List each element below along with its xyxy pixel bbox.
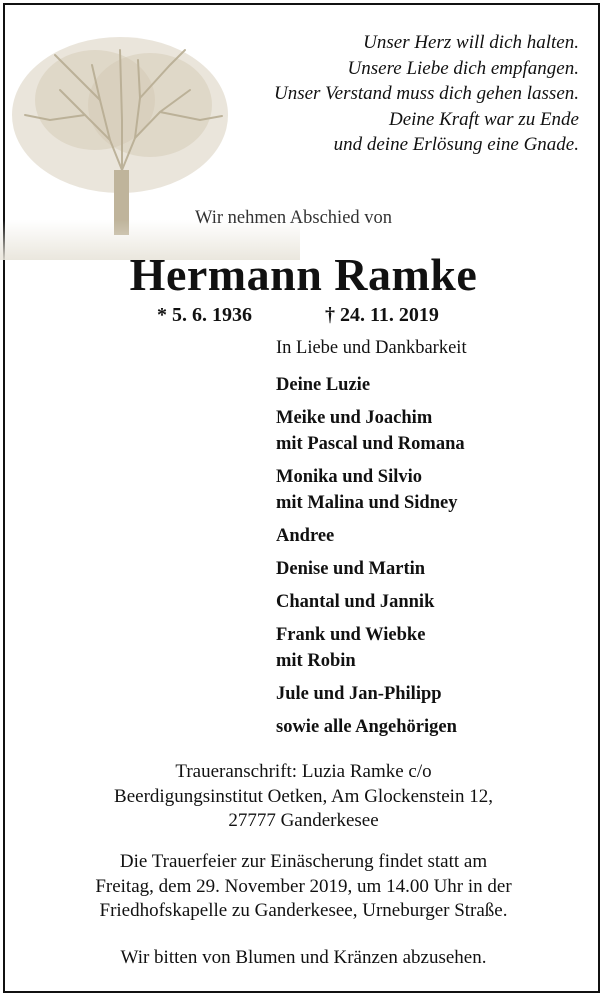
ceremony-info <box>0 850 607 924</box>
birth-date: * 5. 6. 1936 <box>157 304 252 326</box>
mourner-line: Deine Luzie <box>276 375 371 395</box>
mourner-line: Meike und Joachim <box>276 408 433 428</box>
mourner-line: Chantal und Jannik <box>276 592 435 612</box>
mourner-group <box>276 622 465 674</box>
thanks-line: In Liebe und Dankbarkeit <box>276 338 467 358</box>
address-line: Traueranschrift: Luzia Ramke c/o <box>175 761 432 782</box>
mourner-line: Jule und Jan-Philipp <box>276 684 442 704</box>
deceased-name: Hermann Ramke <box>129 249 478 300</box>
mourner-group <box>276 405 465 457</box>
flowers-request <box>0 946 607 971</box>
ceremony-line: Freitag, dem 29. November 2019, um 14.00 Uhr in der <box>95 875 512 897</box>
ceremony-line: Friedhofskapelle zu Ganderkesee, Urneburger Straße. <box>99 900 508 921</box>
mourner-group <box>276 556 465 582</box>
mourner-line: Monika und Silvio <box>276 467 423 487</box>
poem-line: und deine Erlösung eine Gnade. <box>333 134 579 155</box>
mourning-address <box>0 760 607 834</box>
mourner-line: Denise und Martin <box>276 559 426 579</box>
flowers-line: Wir bitten von Blumen und Kränzen abzusehen. <box>120 947 487 968</box>
mourner-group <box>276 681 465 707</box>
address-line: Beerdigungsinstitut Oetken, Am Glockenstein 12, <box>114 785 493 807</box>
poem-line: Unser Verstand muss dich gehen lassen. <box>273 83 579 104</box>
mourners-list <box>276 372 465 747</box>
poem-line: Unser Herz will dich halten. <box>363 32 579 53</box>
death-date: † 24. 11. 2019 <box>325 304 439 326</box>
mourner-group <box>276 589 465 615</box>
ceremony-line: Die Trauerfeier zur Einäscherung findet statt am <box>119 851 488 872</box>
poem <box>159 30 579 158</box>
mourner-line: mit Robin <box>276 651 356 671</box>
mourner-line: sowie alle Angehörigen <box>276 717 457 737</box>
mourner-group <box>276 464 465 516</box>
address-line: 27777 Ganderkesee <box>228 810 379 831</box>
mourner-line: Frank und Wiebke <box>276 625 426 645</box>
mourner-line: mit Malina und Sidney <box>276 493 458 513</box>
mourner-group <box>276 714 465 740</box>
mourner-group <box>276 523 465 549</box>
mourner-line: mit Pascal und Romana <box>276 434 465 454</box>
poem-line: Deine Kraft war zu Ende <box>389 108 579 130</box>
farewell-intro-text: Wir nehmen Abschied von <box>194 208 393 228</box>
mourner-group <box>276 372 465 398</box>
mourner-line: Andree <box>276 526 335 546</box>
poem-line: Unsere Liebe dich empfangen. <box>347 57 579 79</box>
farewell-intro <box>0 208 607 229</box>
